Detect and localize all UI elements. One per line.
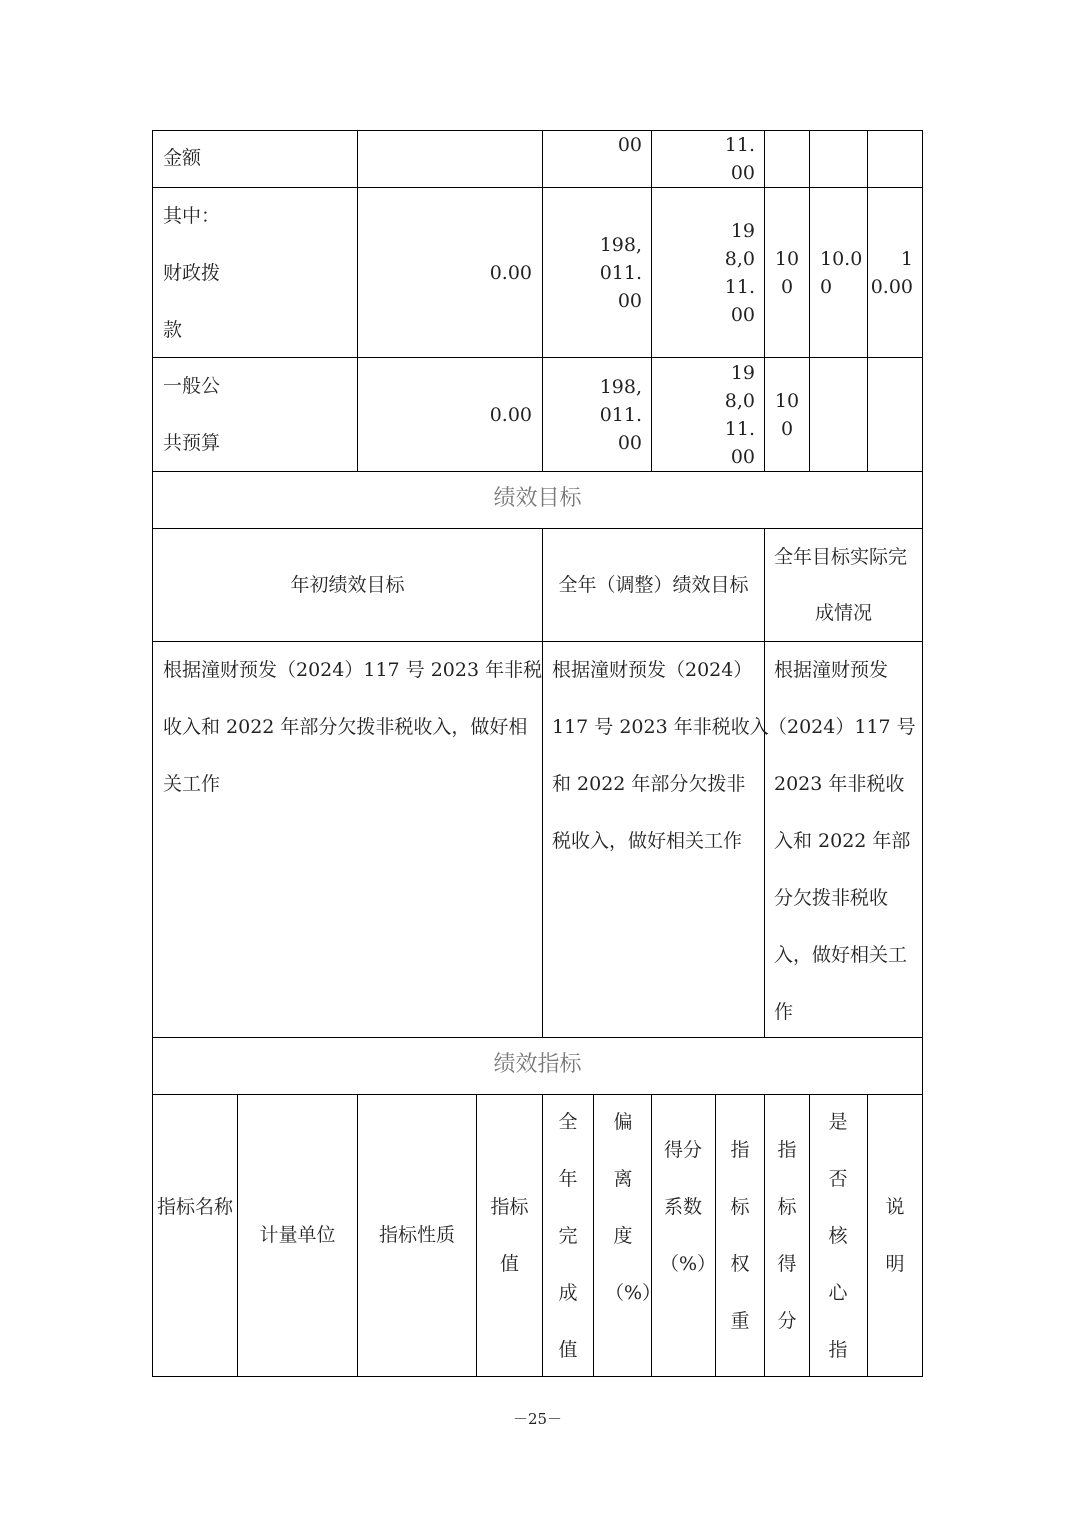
fiscal-c3-line1: 198, bbox=[599, 234, 642, 256]
ind-header-value-label: 指标值 bbox=[490, 1196, 529, 1275]
fiscal-c3-line2: 011. bbox=[599, 262, 642, 284]
general-c3-line3: 00 bbox=[617, 432, 642, 454]
ind-header-core-label: 是否核心指 bbox=[828, 1111, 848, 1361]
general-c4-line2: 8,0 bbox=[724, 390, 755, 412]
goal-actual-line5: 分欠拨非税收 bbox=[774, 887, 889, 909]
goal-initial-line2: 收入和 2022 年部分欠拨非税收入，做好相 bbox=[163, 716, 528, 738]
fiscal-c6-line2: 0 bbox=[820, 276, 833, 298]
fiscal-c4-line4: 00 bbox=[730, 304, 755, 326]
goal-adjusted-line2: 117 号 2023 年非税收入 bbox=[552, 716, 769, 738]
goal-actual-line6: 入，做好相关工 bbox=[774, 944, 908, 966]
ind-header-weight-label: 指标权重 bbox=[730, 1139, 750, 1332]
fiscal-c4-line3: 11. bbox=[724, 276, 755, 298]
fiscal-c4-line2: 8,0 bbox=[724, 248, 755, 270]
goal-initial-line1: 根据潼财预发（2024）117 号 2023 年非税 bbox=[163, 659, 543, 681]
cell-general-c6 bbox=[809, 357, 868, 472]
ind-header-name-label: 指标名称 bbox=[157, 1196, 234, 1218]
goal-adjusted-line1: 根据潼财预发（2024） bbox=[552, 659, 753, 681]
goal-actual-line3: 2023 年非税收 bbox=[774, 773, 905, 795]
ind-header-note-label: 说明 bbox=[885, 1196, 905, 1275]
general-c3-line2: 011. bbox=[599, 404, 642, 426]
cell-general-c7 bbox=[867, 357, 923, 472]
fiscal-label-line1: 其中： bbox=[163, 205, 221, 227]
cell-amount-c5 bbox=[764, 130, 810, 188]
fiscal-c5-line1: 10 bbox=[774, 248, 800, 270]
goal-actual-line4: 入和 2022 年部 bbox=[774, 830, 911, 852]
general-label-line1: 一般公 bbox=[163, 375, 221, 397]
fiscal-label-line3: 款 bbox=[163, 319, 183, 341]
goal-adjusted-line4: 税收入，做好相关工作 bbox=[552, 830, 743, 852]
ind-header-nature-label: 指标性质 bbox=[378, 1224, 455, 1246]
ind-header-completed-label: 全年完成值 bbox=[558, 1111, 578, 1361]
fiscal-c7-line2: 0.00 bbox=[870, 276, 913, 298]
ind-header-coefficient-label: 得分系数（%） bbox=[660, 1139, 717, 1275]
general-c4-line1: 19 bbox=[730, 362, 755, 384]
goal-actual-line7: 作 bbox=[774, 1001, 794, 1023]
fiscal-c7-line1: 1 bbox=[900, 248, 913, 270]
cell-amount-c2 bbox=[357, 130, 543, 188]
goals-body-initial bbox=[152, 641, 543, 1038]
goal-actual-line1: 根据潼财预发 bbox=[774, 659, 889, 681]
amount-label: 金额 bbox=[163, 147, 202, 169]
goals-header-actual-line1: 全年目标实际完 bbox=[774, 546, 908, 568]
goals-header-adjusted-label: 全年（调整）绩效目标 bbox=[558, 574, 749, 596]
general-c5-line1: 10 bbox=[774, 390, 800, 412]
ind-header-deviation-label: 偏离度（%） bbox=[605, 1111, 662, 1304]
indicators-section-title: 绩效指标 bbox=[493, 1052, 582, 1077]
general-c5-line2: 0 bbox=[780, 418, 794, 440]
general-c3-line1: 198, bbox=[599, 376, 642, 398]
fiscal-c3-line3: 00 bbox=[617, 290, 642, 312]
amount-c4-line2: 00 bbox=[730, 162, 755, 184]
goals-section-title: 绩效目标 bbox=[493, 486, 582, 511]
goal-actual-line2: （2024）117 号 bbox=[768, 716, 916, 738]
goal-adjusted-line3: 和 2022 年部分欠拨非 bbox=[552, 773, 746, 795]
ind-header-unit-label: 计量单位 bbox=[259, 1224, 336, 1246]
goal-initial-line3: 关工作 bbox=[163, 773, 221, 795]
goals-header-initial-label: 年初绩效目标 bbox=[290, 574, 405, 596]
fiscal-label-line2: 财政拨 bbox=[163, 262, 221, 284]
fiscal-c2: 0.00 bbox=[489, 262, 532, 284]
fiscal-c4-line1: 19 bbox=[730, 220, 755, 242]
amount-c4-line1: 11. bbox=[724, 134, 755, 156]
page-number: －25－ bbox=[512, 1410, 563, 1428]
general-label-line2: 共预算 bbox=[163, 432, 221, 454]
general-c4-line4: 00 bbox=[730, 446, 755, 468]
cell-amount-c7 bbox=[867, 130, 923, 188]
amount-c3: 00 bbox=[617, 134, 642, 156]
goals-header-actual-line2: 成情况 bbox=[814, 602, 872, 624]
general-c2: 0.00 bbox=[489, 404, 532, 426]
fiscal-c5-line2: 0 bbox=[780, 276, 794, 298]
ind-header-score-label: 指标得分 bbox=[777, 1139, 797, 1332]
cell-amount-c6 bbox=[809, 130, 868, 188]
general-c4-line3: 11. bbox=[724, 418, 755, 440]
fiscal-c6-line1: 10.0 bbox=[820, 248, 863, 270]
